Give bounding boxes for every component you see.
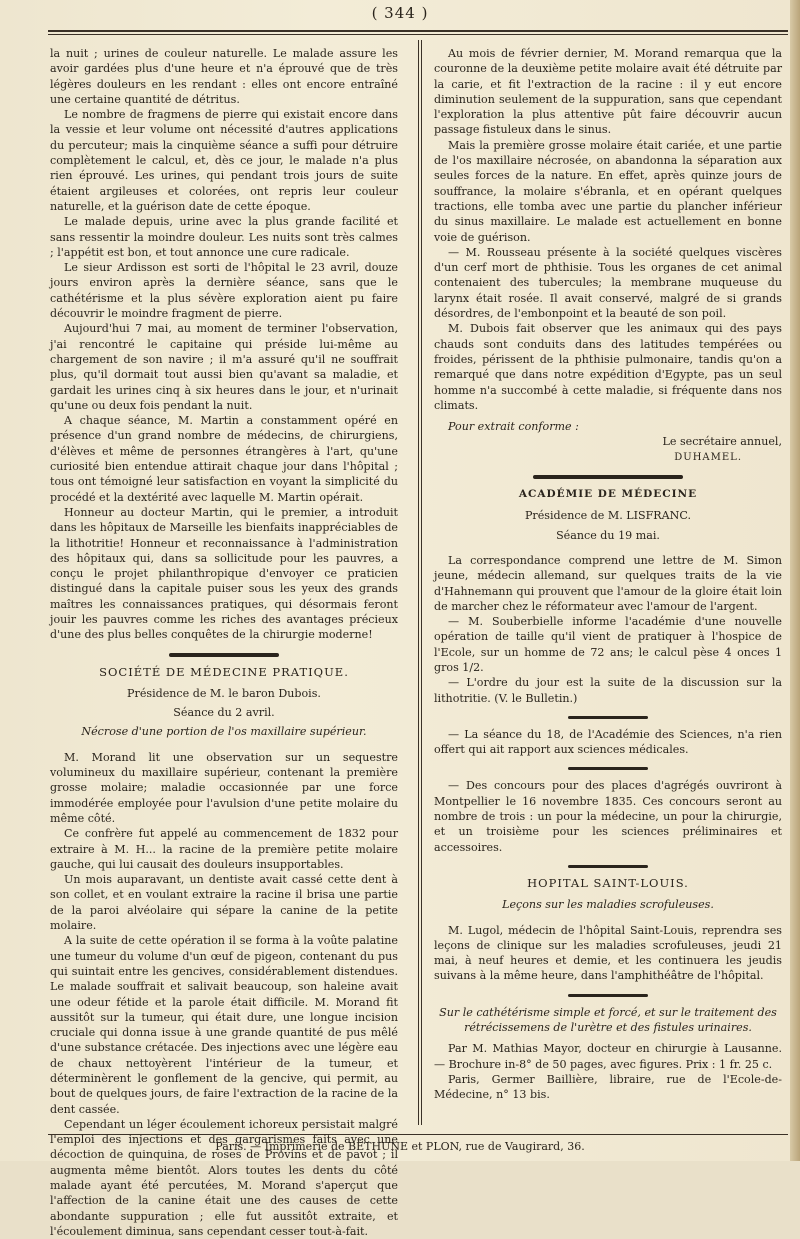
divider-ornament-2	[568, 767, 648, 770]
section-title-hopital: HOPITAL SAINT-LOUIS.	[527, 875, 689, 890]
book-author: Par M. Mathias Mayor, docteur en chirurgie à Lausanne. — Brochure in-8° de 50 pages, avec figures. Prix : 1 fr. 25 c.	[434, 1042, 782, 1071]
left-paragraph-12: Cependant un léger écoulement ichoreux persistait malgré l'emploi des injections et des gargarismes faits avec une décoction de quinquina, de roses de Provins et de pavot ; il augmenta même bientôt. Alors toutes les dents du côté malade ayant été percutées, M. Morand s'aperçut que l'affection de la canine était une des causes de cette abondante suppuration ; elle fut aussitôt extraite, et l'écoulement diminua, sans cependant cesser tout-à-fait.	[50, 1117, 398, 1238]
left-paragraph-8: M. Morand lit une observation sur un sequestre volumineux du maxillaire supérieur, contenant la première grosse molaire; maladie occasionnée par une force immodérée employée pour l'avulsion d'une petite molaire du même côté.	[50, 750, 398, 825]
imprint: Paris. — Imprimerie de BÉTHUNE et PLON, rue de Vaugirard, 36.	[215, 1140, 585, 1153]
right-column	[434, 46, 782, 1103]
hopital-subtitle: Leçons sur les maladies scrofuleuses.	[502, 898, 714, 912]
societe-seance: Séance du 2 avril.	[173, 706, 275, 720]
section-title-societe: SOCIÉTÉ DE MÉDECINE PRATIQUE.	[99, 664, 349, 679]
top-rule-thin	[48, 34, 788, 35]
right-paragraph-2: Mais la première grosse molaire était cariée, et une partie de l'os maxillaire nécrosée, on abandonna la séparation aux seules forces de la nature. En effet, après quinze jours de souffrance, la molaire s'ébranla, et en opérant quelques tractions, elle tomba avec une partie du plancher inférieur du sinus maxillaire. Le malade est actuellement en bonne voie de guérison.	[434, 138, 782, 244]
page-edge	[790, 0, 800, 1161]
section-title-academie: ACADÉMIE DE MÉDECINE	[518, 488, 698, 501]
left-paragraph-5: Aujourd'hui 7 mai, au moment de terminer l'observation, j'ai rencontré le capitaine qui préside lui-même au chargement de son navire ; il m'a assuré qu'il ne souffrait plus, qu'il dormait tout aussi bien qu'avant sa maladie, et gardait les urines cinq à six heures dans le jour, et n'urinait qu'une ou deux fois pendant la nuit.	[50, 322, 398, 412]
footer-rule	[48, 1134, 788, 1135]
page-number: ( 344 )	[371, 4, 429, 22]
right-paragraph-8: — La séance du 18, de l'Académie des Sciences, n'a rien offert qui ait rapport aux sciences médicales.	[434, 727, 782, 757]
right-paragraph-9: — Des concours pour des places d'agrégés ouvriront à Montpellier le 16 novembre 1835. Ces concours seront au nombre de trois : un pour la médecine, un pour la chirurgie, et un troisième pour les sciences préliminaires et accessoires.	[434, 779, 782, 854]
left-paragraph-4: Le sieur Ardisson est sorti de l'hôpital le 23 avril, douze jours environ après la dernière séance, sans que le cathétérisme et la plus sévère exploration aient pu faire découvrir le moindre fragment de pierre.	[50, 261, 398, 321]
column-divider-thin	[421, 40, 422, 1125]
secretary-name: DUHAMEL.	[674, 451, 742, 463]
societe-presidence: Présidence de M. le baron Dubois.	[127, 686, 321, 700]
extract-line: Pour extrait conforme :	[448, 420, 579, 434]
divider-ornament-3	[568, 865, 648, 868]
left-column	[50, 46, 398, 1239]
left-paragraph-1: la nuit ; urines de couleur naturelle. Le malade assure les avoir gardées plus d'une heure et n'a éprouvé que de très légères douleurs en les rendant : elles ont encore entraîné une certaine quantité de détritus.	[50, 47, 398, 106]
secretary-role: Le secrétaire annuel,	[662, 435, 782, 449]
divider-ornament-4	[568, 994, 648, 997]
left-paragraph-6: A chaque séance, M. Martin a constamment opéré en présence d'un grand nombre de médecins, de chirurgiens, d'élèves et même de personnes étrangères à l'art, qu'une curiosité bien entendue attirait chaque jour dans l'hôpital ; tous ont témoigné leur satisfaction en voyant la simplicité du procédé et la dextérité avec laquelle M. Martin opérait.	[50, 414, 398, 504]
left-paragraph-11: A la suite de cette opération il se forma à la voûte palatine une tumeur du volume d'un œuf de pigeon, contenant du pus qui suintait entre les gencives, considérablement distendues. Le malade souffrait et salivait beaucoup, son haleine avait une odeur fétide et la parole était difficile. M. Morand fit aussitôt sur la tumeur, qui était dure, une longue incision cruciale qui donna issue à une grande quantité de pus mêlé d'une substance crétacée. Des injections avec une légère eau de chaux nettoyèrent l'intérieur de la tumeur, et déterminèrent le gonflement de la gencive, qui permit, au bout de quelques jours, de faire l'extraction de la racine de la dent cassée.	[50, 934, 398, 1116]
academie-presidence: Présidence de M. LISFRANC.	[524, 509, 692, 523]
left-paragraph-2: Le nombre de fragmens de pierre qui existait encore dans la vessie et leur volume ont nécessité d'autres applications du percuteur; mais la cinquième séance a suffi pour détruire complètement le calcul, et, dès ce jour, le malade n'a plus rien éprouvé. Les urines, qui pendant trois jours de suite étaient argileuses et colorées, ont repris leur couleur naturelle, et la guérison date de cette époque.	[50, 108, 398, 213]
book-publisher: Paris, Germer Baillière, libraire, rue de l'Ecole-de-Médecine, n° 13 bis.	[434, 1072, 782, 1102]
column-divider	[418, 40, 419, 1125]
divider-ornament-1	[568, 716, 648, 719]
academie-seance: Séance du 19 mai.	[556, 528, 660, 542]
section-ornament	[169, 653, 279, 657]
left-paragraph-7: Honneur au docteur Martin, qui le premier, a introduit dans les hôpitaux de Marseille les bienfaits inappréciables de la lithotritie! Honneur et reconnaissance à l'administration des hôpitaux qui, dans sa sollicitude pour les pauvres, a conçu le projet philanthropique d'envoyer ce praticien distingué dans la capitale puiser sous les yeux des grands maîtres les connaissances pratiques, qui désormais feront jouir les pauvres comme les riches des avantages précieux d'une des plus belles conquêtes de la chirurgie moderne!	[50, 505, 398, 642]
book-title: Sur le cathétérisme simple et forcé, et sur le traitement des rétrécissemens de l'urètre et des fistules urinaires.	[439, 1005, 777, 1035]
right-paragraph-6: — M. Souberbielle informe l'académie d'une nouvelle opération de taille qu'il vient de pratiquer à l'hospice de l'Ecole, sur un homme de 72 ans; le calcul pèse 4 onces 1 gros 1/2.	[434, 615, 782, 674]
left-paragraph-3: Le malade depuis, urine avec la plus grande facilité et sans ressentir la moindre douleur. Les nuits sont très calmes ; l'appétit est bon, et tout annonce une cure radicale.	[50, 215, 398, 259]
right-paragraph-10: M. Lugol, médecin de l'hôpital Saint-Louis, reprendra ses leçons de clinique sur les maladies scrofuleuses, jeudi 21 mai, à neuf heures et demie, et les continuera les jeudis suivans à la même heure, dans l'amphithéâtre de l'hôpital.	[434, 923, 782, 983]
left-paragraph-10: Un mois auparavant, un dentiste avait cassé cette dent à son collet, et en voulant extraire la racine il brisa une partie de la paroi alvéolaire qui sépare la canine de la petite molaire.	[50, 873, 398, 933]
right-paragraph-3: — M. Rousseau présente à la société quelques viscères d'un cerf mort de phthisie. Tous les organes de cet animal contenaient des tubercules; la membrane muqueuse du larynx était rosée. Il avait conservé, malgré de si grands désordres, de l'embonpoint et la beauté de son poil.	[434, 245, 782, 321]
right-paragraph-4: M. Dubois fait observer que les animaux qui des pays chauds sont conduits dans des latitudes tempérées ou froides, périssent de la phthisie pulmonaire, tandis qu'on a remarqué que dans notre expédition d'Egypte, pas un seul homme n'a succombé à cette maladie, si fréquente dans nos climats.	[434, 322, 782, 412]
left-paragraph-9: Ce confrère fut appelé au commencement de 1832 pour extraire à M. H... la racine de la première petite molaire gauche, qui lui causait des douleurs insupportables.	[50, 827, 398, 871]
right-paragraph-5: La correspondance comprend une lettre de M. Simon jeune, médecin allemand, sur quelques traits de la vie d'Hahnemann qui prouvent que l'amour de la gloire était loin de marcher chez le réformateur avec l'amour de l'argent.	[434, 553, 782, 613]
top-rule	[48, 30, 788, 32]
societe-subject: Nécrose d'une portion de l'os maxillaire supérieur.	[81, 725, 367, 739]
section-ornament-2	[533, 475, 683, 479]
right-paragraph-1: Au mois de février dernier, M. Morand remarqua que la couronne de la deuxième petite molaire avait été détruite par la carie, et fit l'extraction de la racine : il y eut encore diminution seulement de la suppuration, sans que cependant l'exploration la plus attentive pût faire découvrir aucun passage fistuleux dans le sinus.	[434, 47, 782, 137]
right-paragraph-7: — L'ordre du jour est la suite de la discussion sur la lithotritie. (V. le Bulletin.)	[434, 676, 782, 705]
